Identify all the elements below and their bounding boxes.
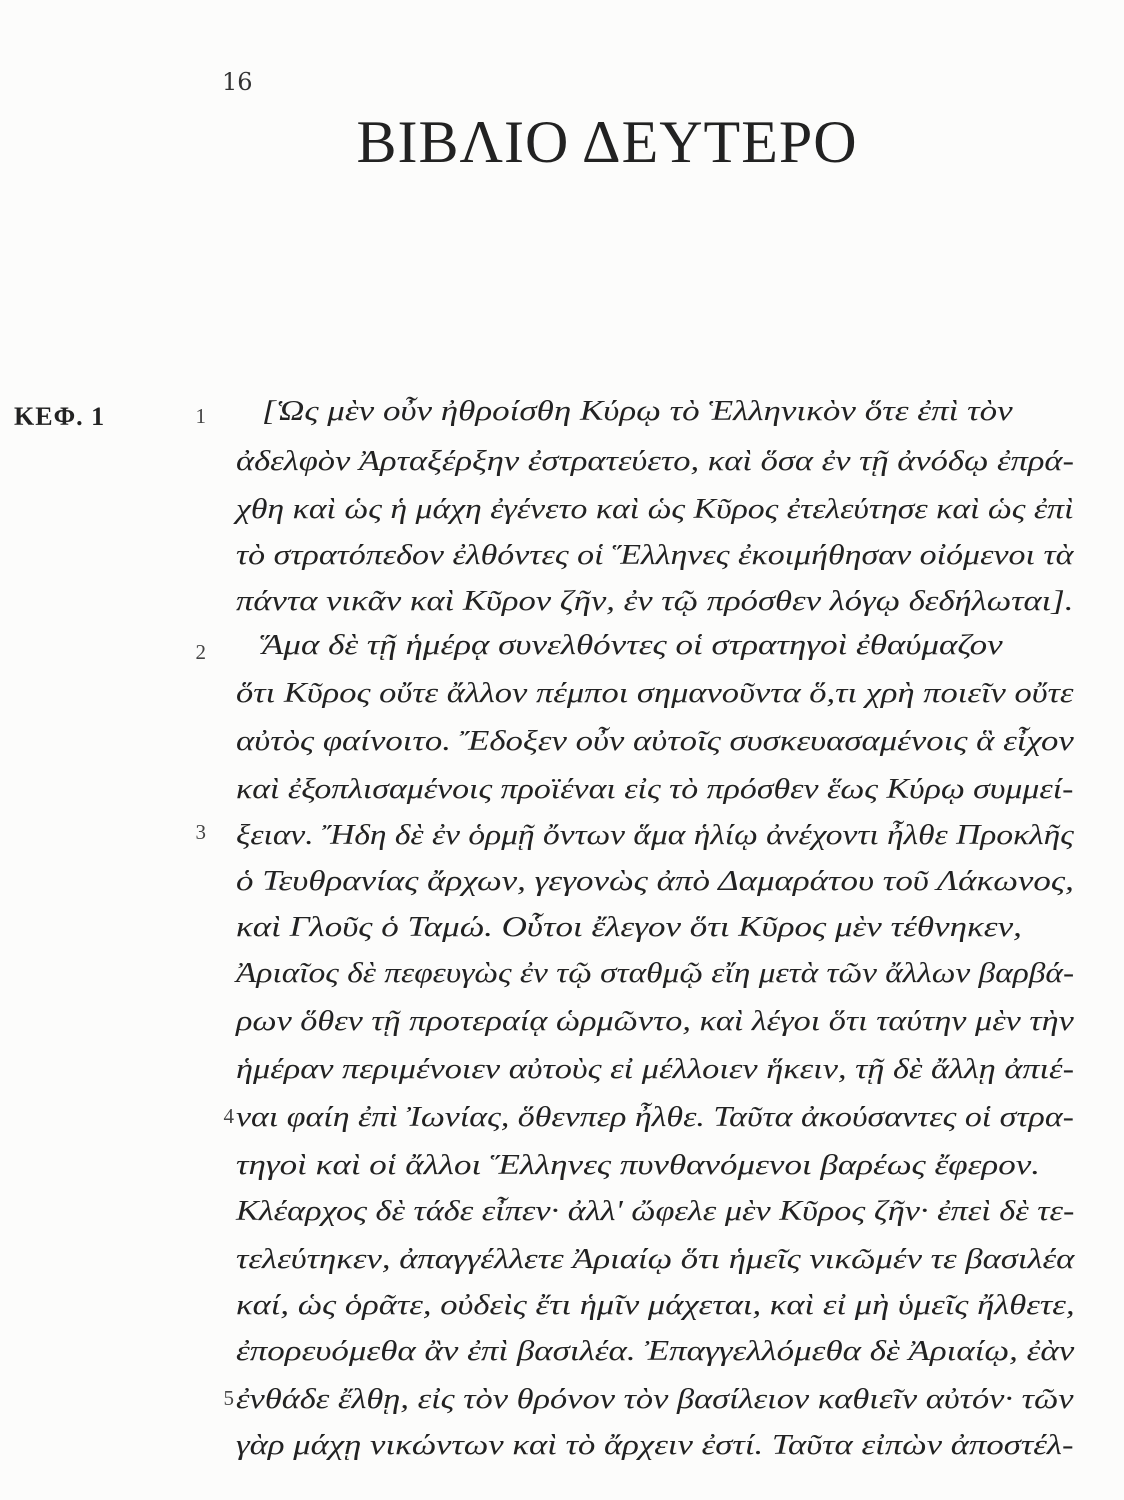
text-line: ἐνθάδε ἔλθῃ, εἰς τὸν θρόνον τὸν βασίλειον καθιεῖν αὐτόν· τῶν <box>236 1384 1074 1415</box>
text-line: αὐτὸς φαίνοιτο. Ἔδοξεν οὖν αὐτοῖς συσκευασαμένοις ἃ εἶχον <box>236 726 1074 757</box>
text-line: [Ὡς μὲν οὖν ἠθροίσθη Κύρῳ τὸ Ἑλληνικὸν ὅτε ἐπὶ τὸν <box>262 396 1013 427</box>
text-line: ἐπορευόμεθα ἂν ἐπὶ βασιλέα. Ἐπαγγελλόμεθα δὲ Ἀριαίῳ, ἐὰν <box>236 1336 1075 1367</box>
page-number: 16 <box>222 68 253 96</box>
section-number: 4 <box>223 1104 234 1128</box>
text-line: τὸ στρατόπεδον ἐλθόντες οἱ Ἕλληνες ἐκοιμήθησαν οἰόμενοι τὰ <box>236 540 1074 571</box>
section-number: 2 <box>195 640 206 664</box>
section-number: 3 <box>195 820 206 844</box>
text-line: πάντα νικᾶν καὶ Κῦρον ζῆν, ἐν τῷ πρόσθεν λόγῳ δεδήλωται]. <box>236 586 1074 617</box>
book-title: ΒΙΒΛΙΟ ΔΕΥΤΕΡΟ <box>356 109 858 175</box>
section-number: 5 <box>223 1386 234 1410</box>
text-line: ρων ὅθεν τῇ προτεραίᾳ ὡρμῶντο, καὶ λέγοι ὅτι ταύτην μὲν τὴν <box>236 1006 1074 1037</box>
text-line: καὶ Γλοῦς ὁ Ταμώ. Οὗτοι ἔλεγον ὅτι Κῦρος μὲν τέθνηκεν, <box>236 912 1022 943</box>
text-line: καί, ὡς ὁρᾶτε, οὐδεὶς ἔτι ἡμῖν μάχεται, καὶ εἰ μὴ ὑμεῖς ἤλθετε, <box>236 1290 1075 1321</box>
text-line: ξειαν. Ἤδη δὲ ἐν ὁρμῇ ὄντων ἅμα ἡλίῳ ἀνέχοντι ἦλθε Προκλῆς <box>236 820 1074 851</box>
text-line: ὅτι Κῦρος οὔτε ἄλλον πέμποι σημανοῦντα ὅ,τι χρὴ ποιεῖν οὔτε <box>236 678 1074 709</box>
text-line: γὰρ μάχῃ νικώντων καὶ τὸ ἄρχειν ἐστί. Ταῦτα εἰπὼν ἀποστέλ- <box>236 1430 1074 1461</box>
text-line: τελεύτηκεν, ἀπαγγέλλετε Ἀριαίῳ ὅτι ἡμεῖς νικῶμέν τε βασιλέα <box>236 1244 1075 1275</box>
text-line: ἡμέραν περιμένοιεν αὐτοὺς εἰ μέλλοιεν ἥκειν, τῇ δὲ ἄλλῃ ἀπιέ- <box>236 1054 1074 1085</box>
text-line: ὁ Τευθρανίας ἄρχων, γεγονὼς ἀπὸ Δαμαράτου τοῦ Λάκωνος, <box>236 866 1074 897</box>
text-line: χθη καὶ ὡς ἡ μάχη ἐγένετο καὶ ὡς Κῦρος ἐτελεύτησε καὶ ὡς ἐπὶ <box>236 494 1074 525</box>
text-line: Ἅμα δὲ τῇ ἡμέρᾳ συνελθόντες οἱ στρατηγοὶ ἐθαύμαζον <box>262 630 1003 661</box>
text-line: ἀδελφὸν Ἀρταξέρξην ἐστρατεύετο, καὶ ὅσα ἐν τῇ ἀνόδῳ ἐπρά- <box>236 446 1075 477</box>
text-line: ναι φαίη ἐπὶ Ἰωνίας, ὅθενπερ ἦλθε. Ταῦτα ἀκούσαντες οἱ στρα- <box>236 1102 1074 1133</box>
text-line: τηγοὶ καὶ οἱ ἄλλοι Ἕλληνες πυνθανόμενοι βαρέως ἔφερον. <box>236 1150 1041 1181</box>
chapter-label: ΚΕΦ. 1 <box>14 402 106 431</box>
text-line: Κλέαρχος δὲ τάδε εἶπεν· ἀλλ' ὤφελε μὲν Κῦρος ζῆν· ἐπεὶ δὲ τε- <box>236 1196 1075 1227</box>
text-line: Ἀριαῖος δὲ πεφευγὼς ἐν τῷ σταθμῷ εἴη μετὰ τῶν ἄλλων βαρβά- <box>236 958 1075 989</box>
text-line: καὶ ἐξοπλισαμένοις προϊέναι εἰς τὸ πρόσθεν ἕως Κύρῳ συμμεί- <box>236 774 1074 805</box>
section-number: 1 <box>195 404 206 428</box>
